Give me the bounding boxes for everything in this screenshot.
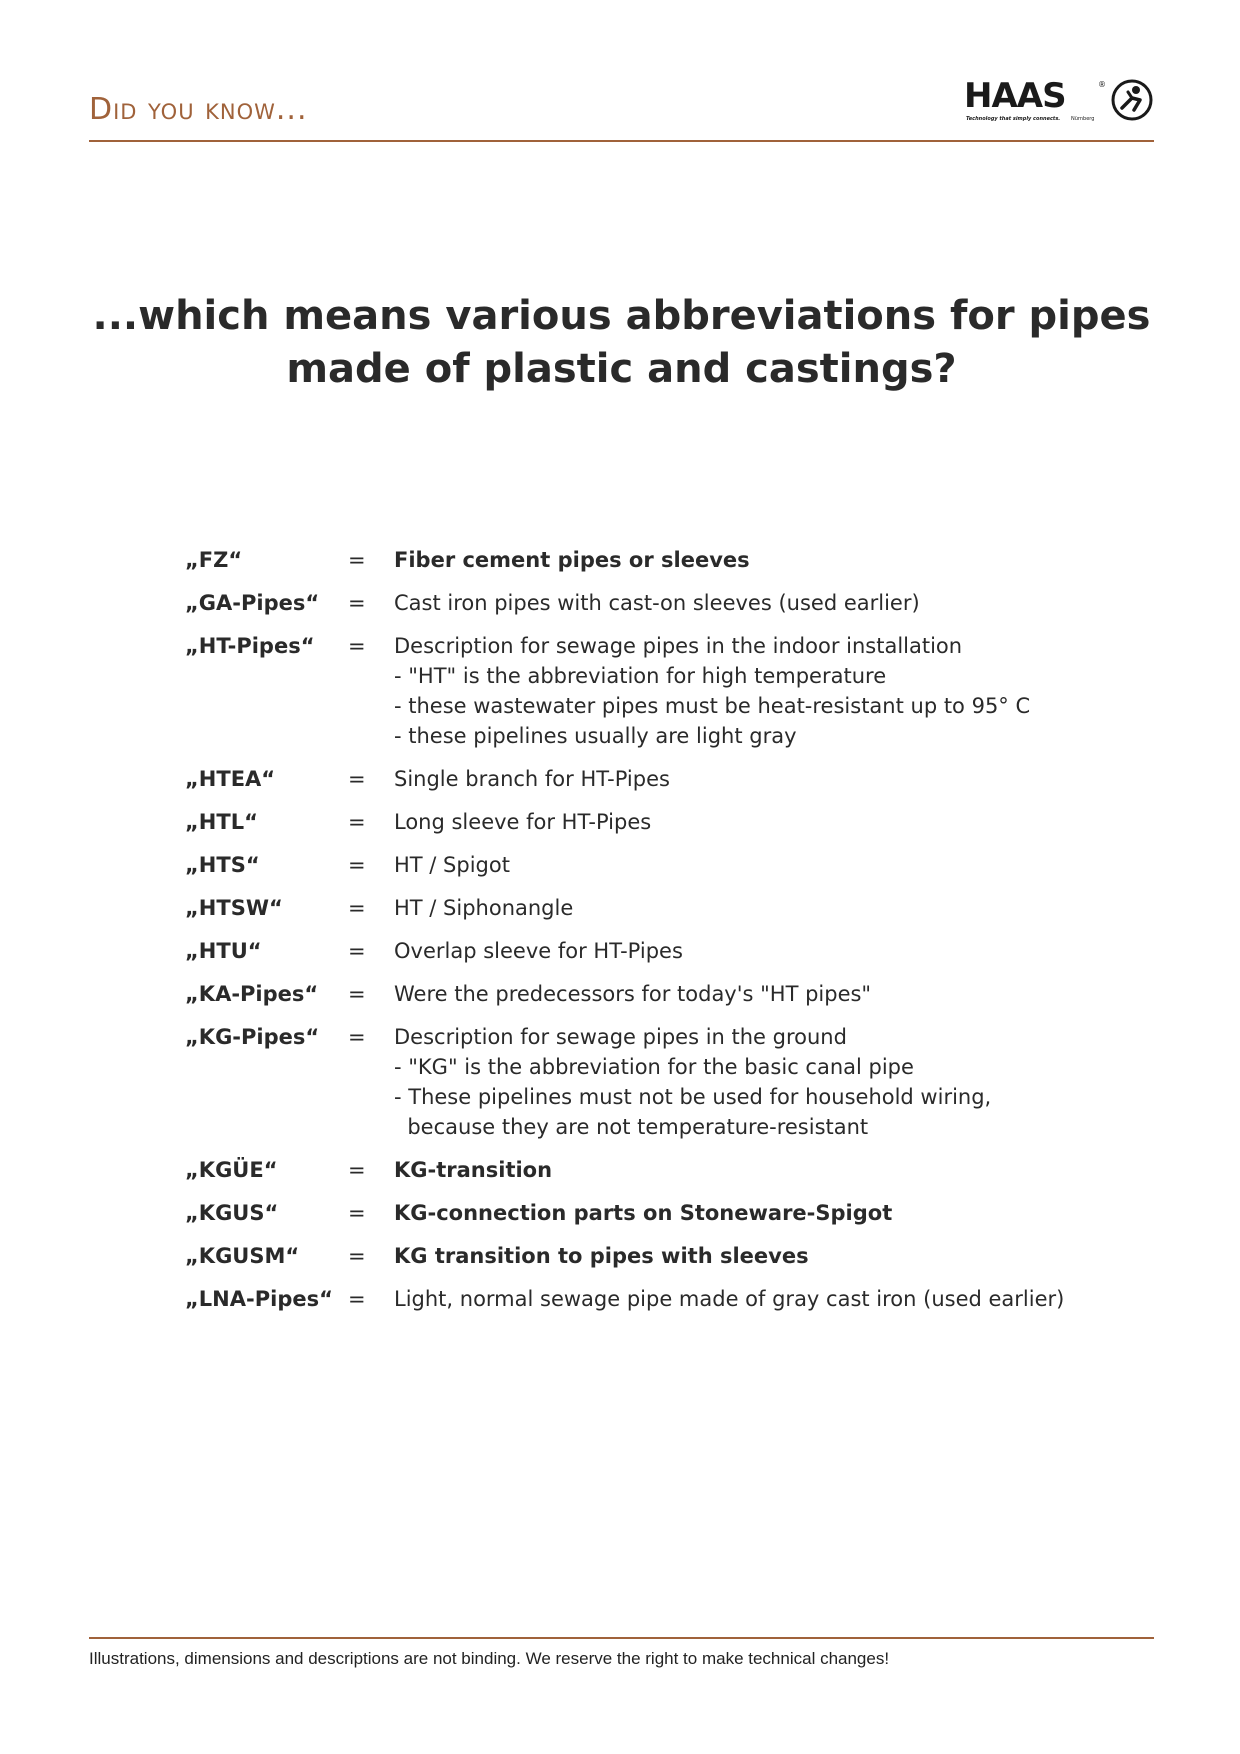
definition-row bbox=[185, 631, 1085, 751]
definition-term: „GA-Pipes“ bbox=[185, 591, 320, 615]
description-detail-line: because they are not temperature-resistant bbox=[394, 1115, 869, 1139]
definition-term: „KGÜE“ bbox=[185, 1158, 278, 1182]
headline-line-2: made of plastic and castings? bbox=[286, 346, 957, 392]
definition-row bbox=[185, 545, 1085, 575]
definition-row bbox=[185, 1022, 1085, 1142]
equals-sign: = bbox=[348, 1158, 366, 1182]
description-detail-line: - these wastewater pipes must be heat-resistant up to 95° C bbox=[394, 694, 1031, 718]
definition-term: „HTS“ bbox=[185, 853, 260, 877]
equals-sign: = bbox=[348, 634, 366, 658]
equals-sign: = bbox=[348, 939, 366, 963]
definition-row bbox=[185, 588, 1085, 618]
equals-sign: = bbox=[348, 1025, 366, 1049]
definition-row bbox=[185, 936, 1085, 966]
description-text: HT / Spigot bbox=[394, 853, 510, 877]
definition-description bbox=[394, 936, 1085, 966]
definition-description bbox=[394, 588, 1085, 618]
definition-term: „KG-Pipes“ bbox=[185, 1025, 320, 1049]
description-text: Description for sewage pipes in the indoor installation bbox=[394, 634, 963, 658]
equals-sign: = bbox=[348, 591, 366, 615]
header-title: Did you know... bbox=[89, 92, 308, 127]
description-text: Overlap sleeve for HT-Pipes bbox=[394, 939, 683, 963]
definition-description bbox=[394, 1022, 1085, 1142]
definition-row bbox=[185, 893, 1085, 923]
definition-description bbox=[394, 893, 1085, 923]
page-header bbox=[89, 70, 1154, 142]
description-text: Cast iron pipes with cast-on sleeves (used earlier) bbox=[394, 591, 920, 615]
description-detail-line: - these pipelines usually are light gray bbox=[394, 724, 797, 748]
footer-disclaimer: Illustrations, dimensions and descriptions are not binding. We reserve the right to make technical changes! bbox=[89, 1649, 890, 1668]
equals-sign: = bbox=[348, 1287, 366, 1311]
definition-description bbox=[394, 764, 1085, 794]
definition-term: „HTSW“ bbox=[185, 896, 283, 920]
description-detail-line: - "KG" is the abbreviation for the basic canal pipe bbox=[394, 1055, 914, 1079]
haas-logo bbox=[964, 78, 1154, 124]
definition-term: „HTEA“ bbox=[185, 767, 276, 791]
definition-term: „KGUS“ bbox=[185, 1201, 279, 1225]
definition-row bbox=[185, 1241, 1085, 1271]
description-text: Light, normal sewage pipe made of gray cast iron (used earlier) bbox=[394, 1287, 1065, 1311]
description-text: Description for sewage pipes in the ground bbox=[394, 1025, 847, 1049]
headline-line-1: ...which means various abbreviations for pipes bbox=[92, 293, 1151, 339]
definition-term: „HT-Pipes“ bbox=[185, 634, 315, 658]
equals-sign: = bbox=[348, 1201, 366, 1225]
definition-term: „LNA-Pipes“ bbox=[185, 1287, 333, 1311]
definition-description bbox=[394, 1155, 1085, 1185]
description-text: KG transition to pipes with sleeves bbox=[394, 1244, 809, 1268]
definition-description bbox=[394, 1241, 1085, 1271]
definition-description bbox=[394, 979, 1085, 1009]
logo-wordmark: HAAS bbox=[964, 76, 1066, 116]
definition-term: „FZ“ bbox=[185, 548, 243, 572]
equals-sign: = bbox=[348, 982, 366, 1006]
logo-city: Nürnberg bbox=[1071, 116, 1095, 122]
equals-sign: = bbox=[348, 548, 366, 572]
definition-row bbox=[185, 1155, 1085, 1185]
definition-row bbox=[185, 850, 1085, 880]
definition-term: „HTL“ bbox=[185, 810, 258, 834]
equals-sign: = bbox=[348, 853, 366, 877]
description-detail-line: - "HT" is the abbreviation for high temperature bbox=[394, 664, 887, 688]
logo-registered-mark: ® bbox=[1098, 80, 1106, 89]
definition-row bbox=[185, 1198, 1085, 1228]
definition-description bbox=[394, 1284, 1085, 1314]
logo-tagline: Technology that simply connects. bbox=[966, 116, 1061, 122]
page-footer bbox=[89, 1637, 1154, 1668]
definition-row bbox=[185, 807, 1085, 837]
description-detail-line: - These pipelines must not be used for household wiring, bbox=[394, 1085, 992, 1109]
definition-term: „KA-Pipes“ bbox=[185, 982, 319, 1006]
definition-term: „KGUSM“ bbox=[185, 1244, 300, 1268]
equals-sign: = bbox=[348, 767, 366, 791]
page-headline bbox=[89, 290, 1154, 396]
definition-description bbox=[394, 1198, 1085, 1228]
definition-row bbox=[185, 979, 1085, 1009]
description-text: Fiber cement pipes or sleeves bbox=[394, 548, 750, 572]
definition-description bbox=[394, 807, 1085, 837]
definition-row bbox=[185, 764, 1085, 794]
equals-sign: = bbox=[348, 896, 366, 920]
abbreviation-list bbox=[185, 545, 1085, 1327]
description-text: Single branch for HT-Pipes bbox=[394, 767, 670, 791]
definition-row bbox=[185, 1284, 1085, 1314]
description-text: KG-connection parts on Stoneware-Spigot bbox=[394, 1201, 893, 1225]
logo-emblem-icon bbox=[1110, 78, 1154, 122]
description-text: HT / Siphonangle bbox=[394, 896, 574, 920]
equals-sign: = bbox=[348, 1244, 366, 1268]
equals-sign: = bbox=[348, 810, 366, 834]
description-text: Were the predecessors for today's "HT pipes" bbox=[394, 982, 872, 1006]
definition-description bbox=[394, 631, 1085, 751]
definition-term: „HTU“ bbox=[185, 939, 262, 963]
description-text: KG-transition bbox=[394, 1158, 553, 1182]
description-text: Long sleeve for HT-Pipes bbox=[394, 810, 652, 834]
definition-description bbox=[394, 545, 1085, 575]
definition-description bbox=[394, 850, 1085, 880]
